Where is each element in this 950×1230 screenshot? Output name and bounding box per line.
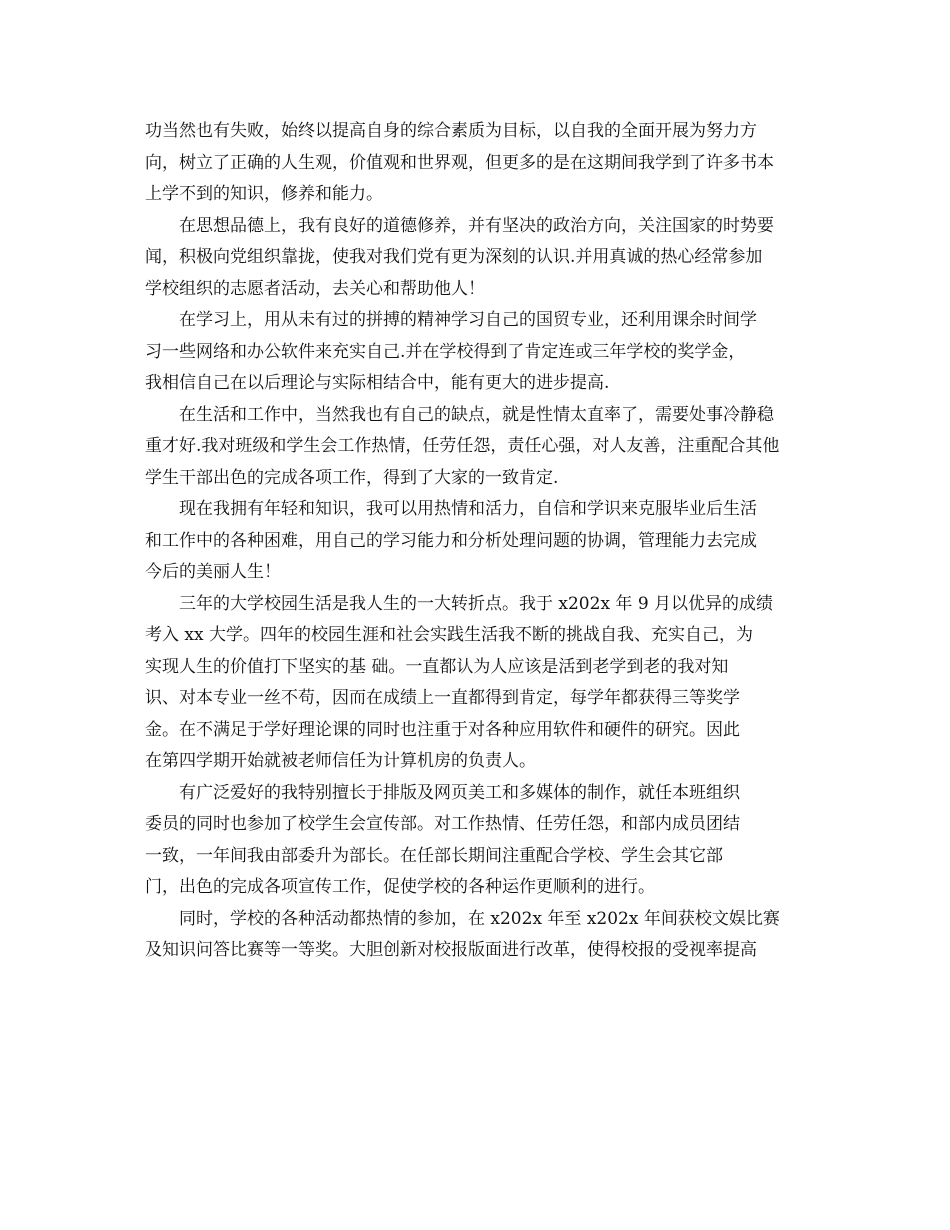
paragraph-line: 识、对本专业一丝不苟，因而在成绩上一直都得到肯定，每学年都获得三等奖学	[145, 688, 740, 708]
paragraph-line: 考入 xx 大学。四年的校园生涯和社会实践生活我不断的挑战自我、充实自己，为	[145, 625, 753, 645]
paragraph-8	[145, 904, 810, 967]
paragraph-line: 在思想品德上，我有良好的道德修养，并有坚决的政治方向，关注国家的时势要	[179, 215, 774, 236]
paragraph-5	[145, 494, 810, 589]
paragraph-line: 金。在不满足于学好理论课的同时也注重于对各种应用软件和硬件的研究。因此	[145, 719, 740, 740]
paragraph-line: 有广泛爱好的我特别擅长于排版及网页美工和多媒体的制作，就任本班组织	[179, 782, 740, 803]
paragraph-line: 门，出色的完成各项宣传工作，促使学校的各种运作更顺利的进行。	[145, 877, 655, 897]
paragraph-line: 和工作中的各种困难，用自己的学习能力和分析处理问题的协调，管理能力去完成	[145, 530, 757, 551]
paragraph-line: 现在我拥有年轻和知识，我可以用热情和活力，自信和学识来克服毕业后生活	[179, 499, 757, 519]
paragraph-line: 重才好.我对班级和学生会工作热情，任劳任怨，责任心强，对人友善，注重配合其他	[145, 436, 780, 456]
paragraph-4	[145, 400, 810, 495]
paragraph-line: 功当然也有失败，始终以提高自身的综合素质为目标，以自我的全面开展为努力方	[145, 121, 757, 141]
paragraph-line: 一致，一年间我由部委升为部长。在任部长期间注重配合学校、学生会其它部	[145, 845, 723, 866]
paragraph-line: 闻，积极向党组织靠拢，使我对我们党有更为深刻的认识.并用真诚的热心经常参加	[145, 247, 763, 267]
paragraph-line: 及知识问答比赛等一等奖。大胆创新对校报版面进行改革，使得校报的受视率提高	[145, 940, 757, 960]
paragraph-line: 同时，学校的各种活动都热情的参加，在 x202x 年至 x202x 年间获校文娱比赛	[179, 908, 780, 929]
paragraph-line: 习一些网络和办公软件来充实自己.并在学校得到了肯定连或三年学校的奖学金，	[145, 341, 746, 362]
document-body	[145, 116, 810, 967]
paragraph-3	[145, 305, 810, 400]
paragraph-line: 在学习上，用从未有过的拼搏的精神学习自己的国贸专业，还利用课余时间学	[179, 310, 757, 330]
paragraph-line: 在生活和工作中，当然我也有自己的缺点，就是性情太直率了，需要处事冷静稳	[179, 404, 774, 425]
paragraph-line: 委员的同时也参加了校学生会宣传部。对工作热情、任劳任怨，和部内成员团结	[145, 814, 740, 834]
paragraph-line: 实现人生的价值打下坚实的基 础。一直都认为人应该是活到老学到老的我对知	[145, 656, 729, 677]
paragraph-6	[145, 589, 810, 778]
paragraph-line: 上学不到的知识，修养和能力。	[145, 184, 383, 204]
paragraph-1	[145, 116, 810, 211]
paragraph-line: 在第四学期开始就被老师信任为计算机房的负责人。	[145, 751, 536, 771]
paragraph-7	[145, 778, 810, 904]
paragraph-line: 学校组织的志愿者活动，去关心和帮助他人！	[145, 278, 485, 299]
paragraph-line: 我相信自己在以后理论与实际相结合中，能有更大的进步提高.	[145, 373, 610, 393]
paragraph-line: 三年的大学校园生活是我人生的一大转折点。我于 x202x 年 9 月以优异的成绩	[179, 593, 774, 614]
paragraph-line: 向，树立了正确的人生观，价值观和世界观，但更多的是在这期间我学到了许多书本	[145, 152, 774, 173]
paragraph-2	[145, 211, 810, 306]
paragraph-line: 今后的美丽人生！	[145, 562, 281, 582]
paragraph-line: 学生干部出色的完成各项工作，得到了大家的一致肯定.	[145, 467, 559, 488]
